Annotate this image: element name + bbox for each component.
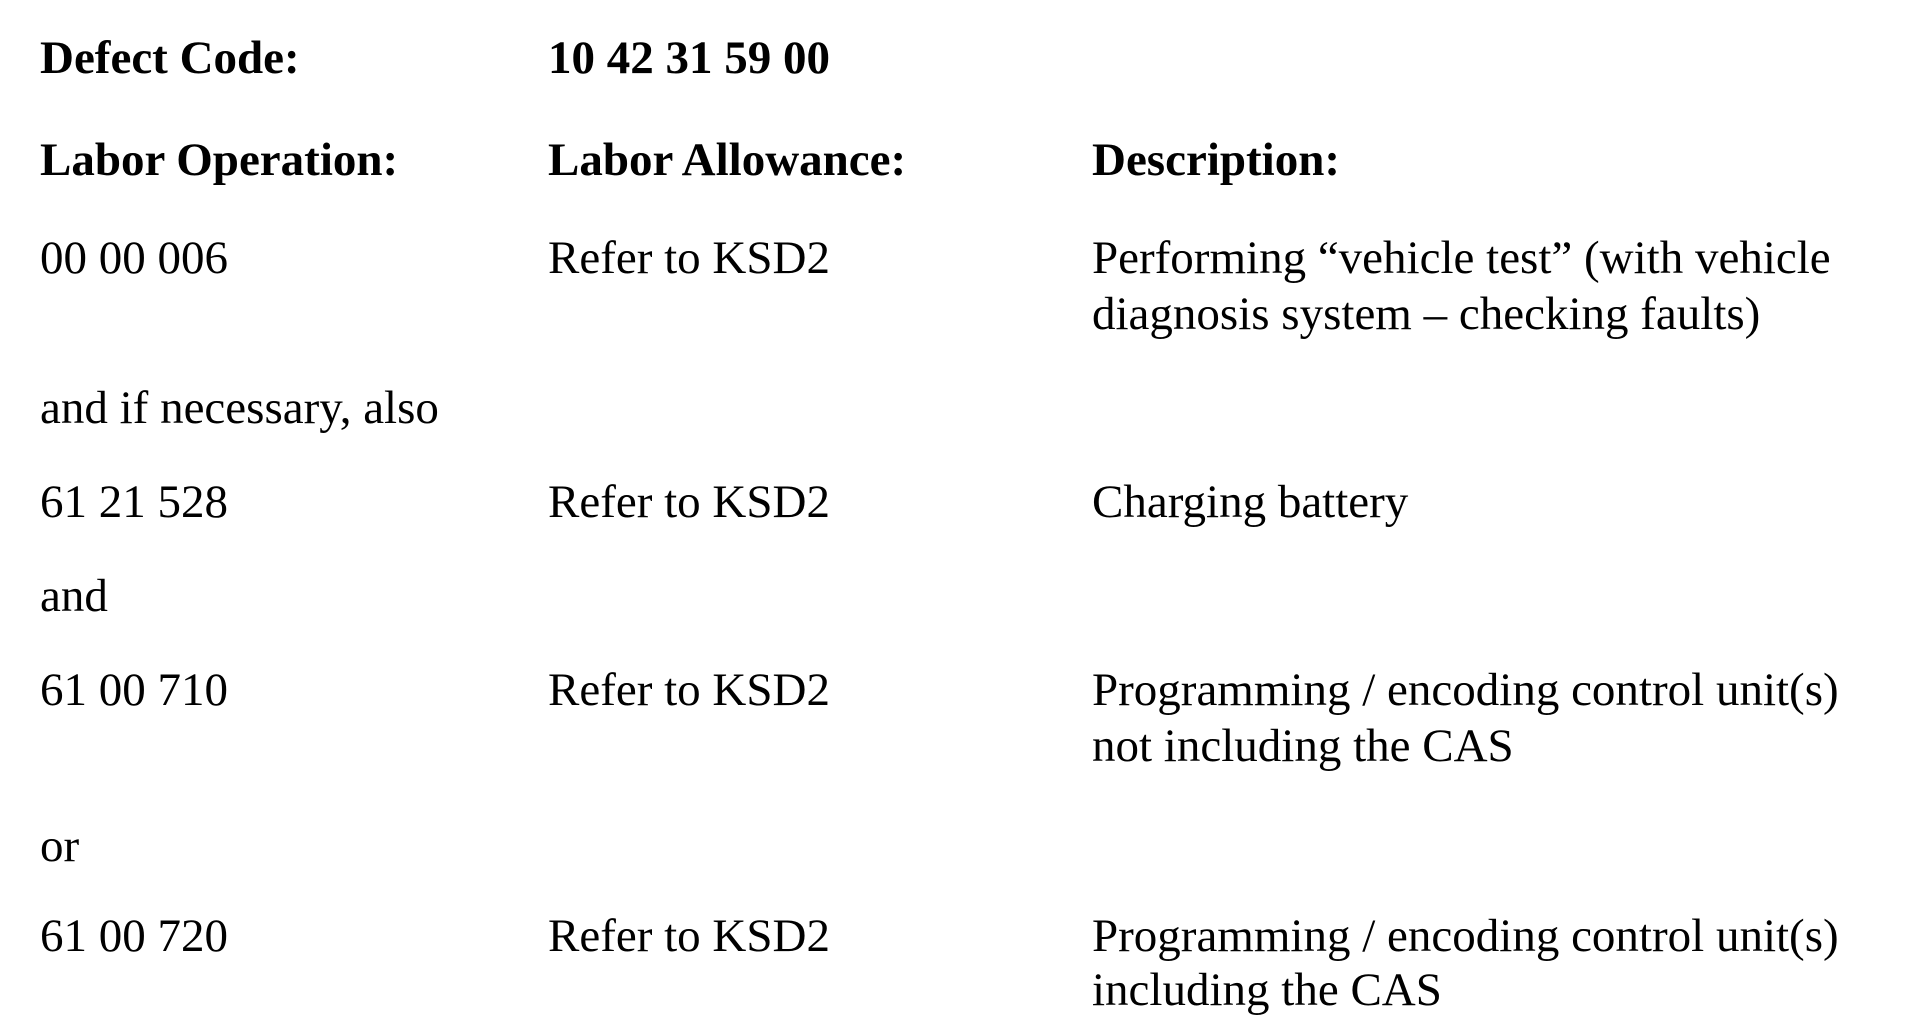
row-4-operation: 61 00 720 xyxy=(40,910,228,962)
row-3-allowance: Refer to KSD2 xyxy=(548,664,830,716)
connector-and-if-necessary: and if necessary, also xyxy=(40,382,439,434)
row-4-allowance: Refer to KSD2 xyxy=(548,910,830,962)
row-3-description-line1: Programming / encoding control unit(s) xyxy=(1092,664,1839,716)
row-1-description-line2: diagnosis system – checking faults) xyxy=(1092,288,1761,340)
defect-code-value: 10 42 31 59 00 xyxy=(548,32,830,84)
row-4-description-line2: including the CAS xyxy=(1092,964,1442,1016)
row-1-operation: 00 00 006 xyxy=(40,232,228,284)
row-3-operation: 61 00 710 xyxy=(40,664,228,716)
row-2-description-line1: Charging battery xyxy=(1092,476,1409,528)
row-2-operation: 61 21 528 xyxy=(40,476,228,528)
row-4-description-line1: Programming / encoding control unit(s) xyxy=(1092,910,1839,962)
row-2-allowance: Refer to KSD2 xyxy=(548,476,830,528)
row-1-allowance: Refer to KSD2 xyxy=(548,232,830,284)
header-labor-allowance: Labor Allowance: xyxy=(548,134,907,186)
row-3-description-line2: not including the CAS xyxy=(1092,720,1514,772)
connector-or: or xyxy=(40,820,80,872)
row-1-description-line1: Performing “vehicle test” (with vehicle xyxy=(1092,232,1831,284)
header-labor-operation: Labor Operation: xyxy=(40,134,399,186)
header-description: Description: xyxy=(1092,134,1341,186)
connector-and: and xyxy=(40,570,108,622)
defect-code-label: Defect Code: xyxy=(40,32,300,84)
